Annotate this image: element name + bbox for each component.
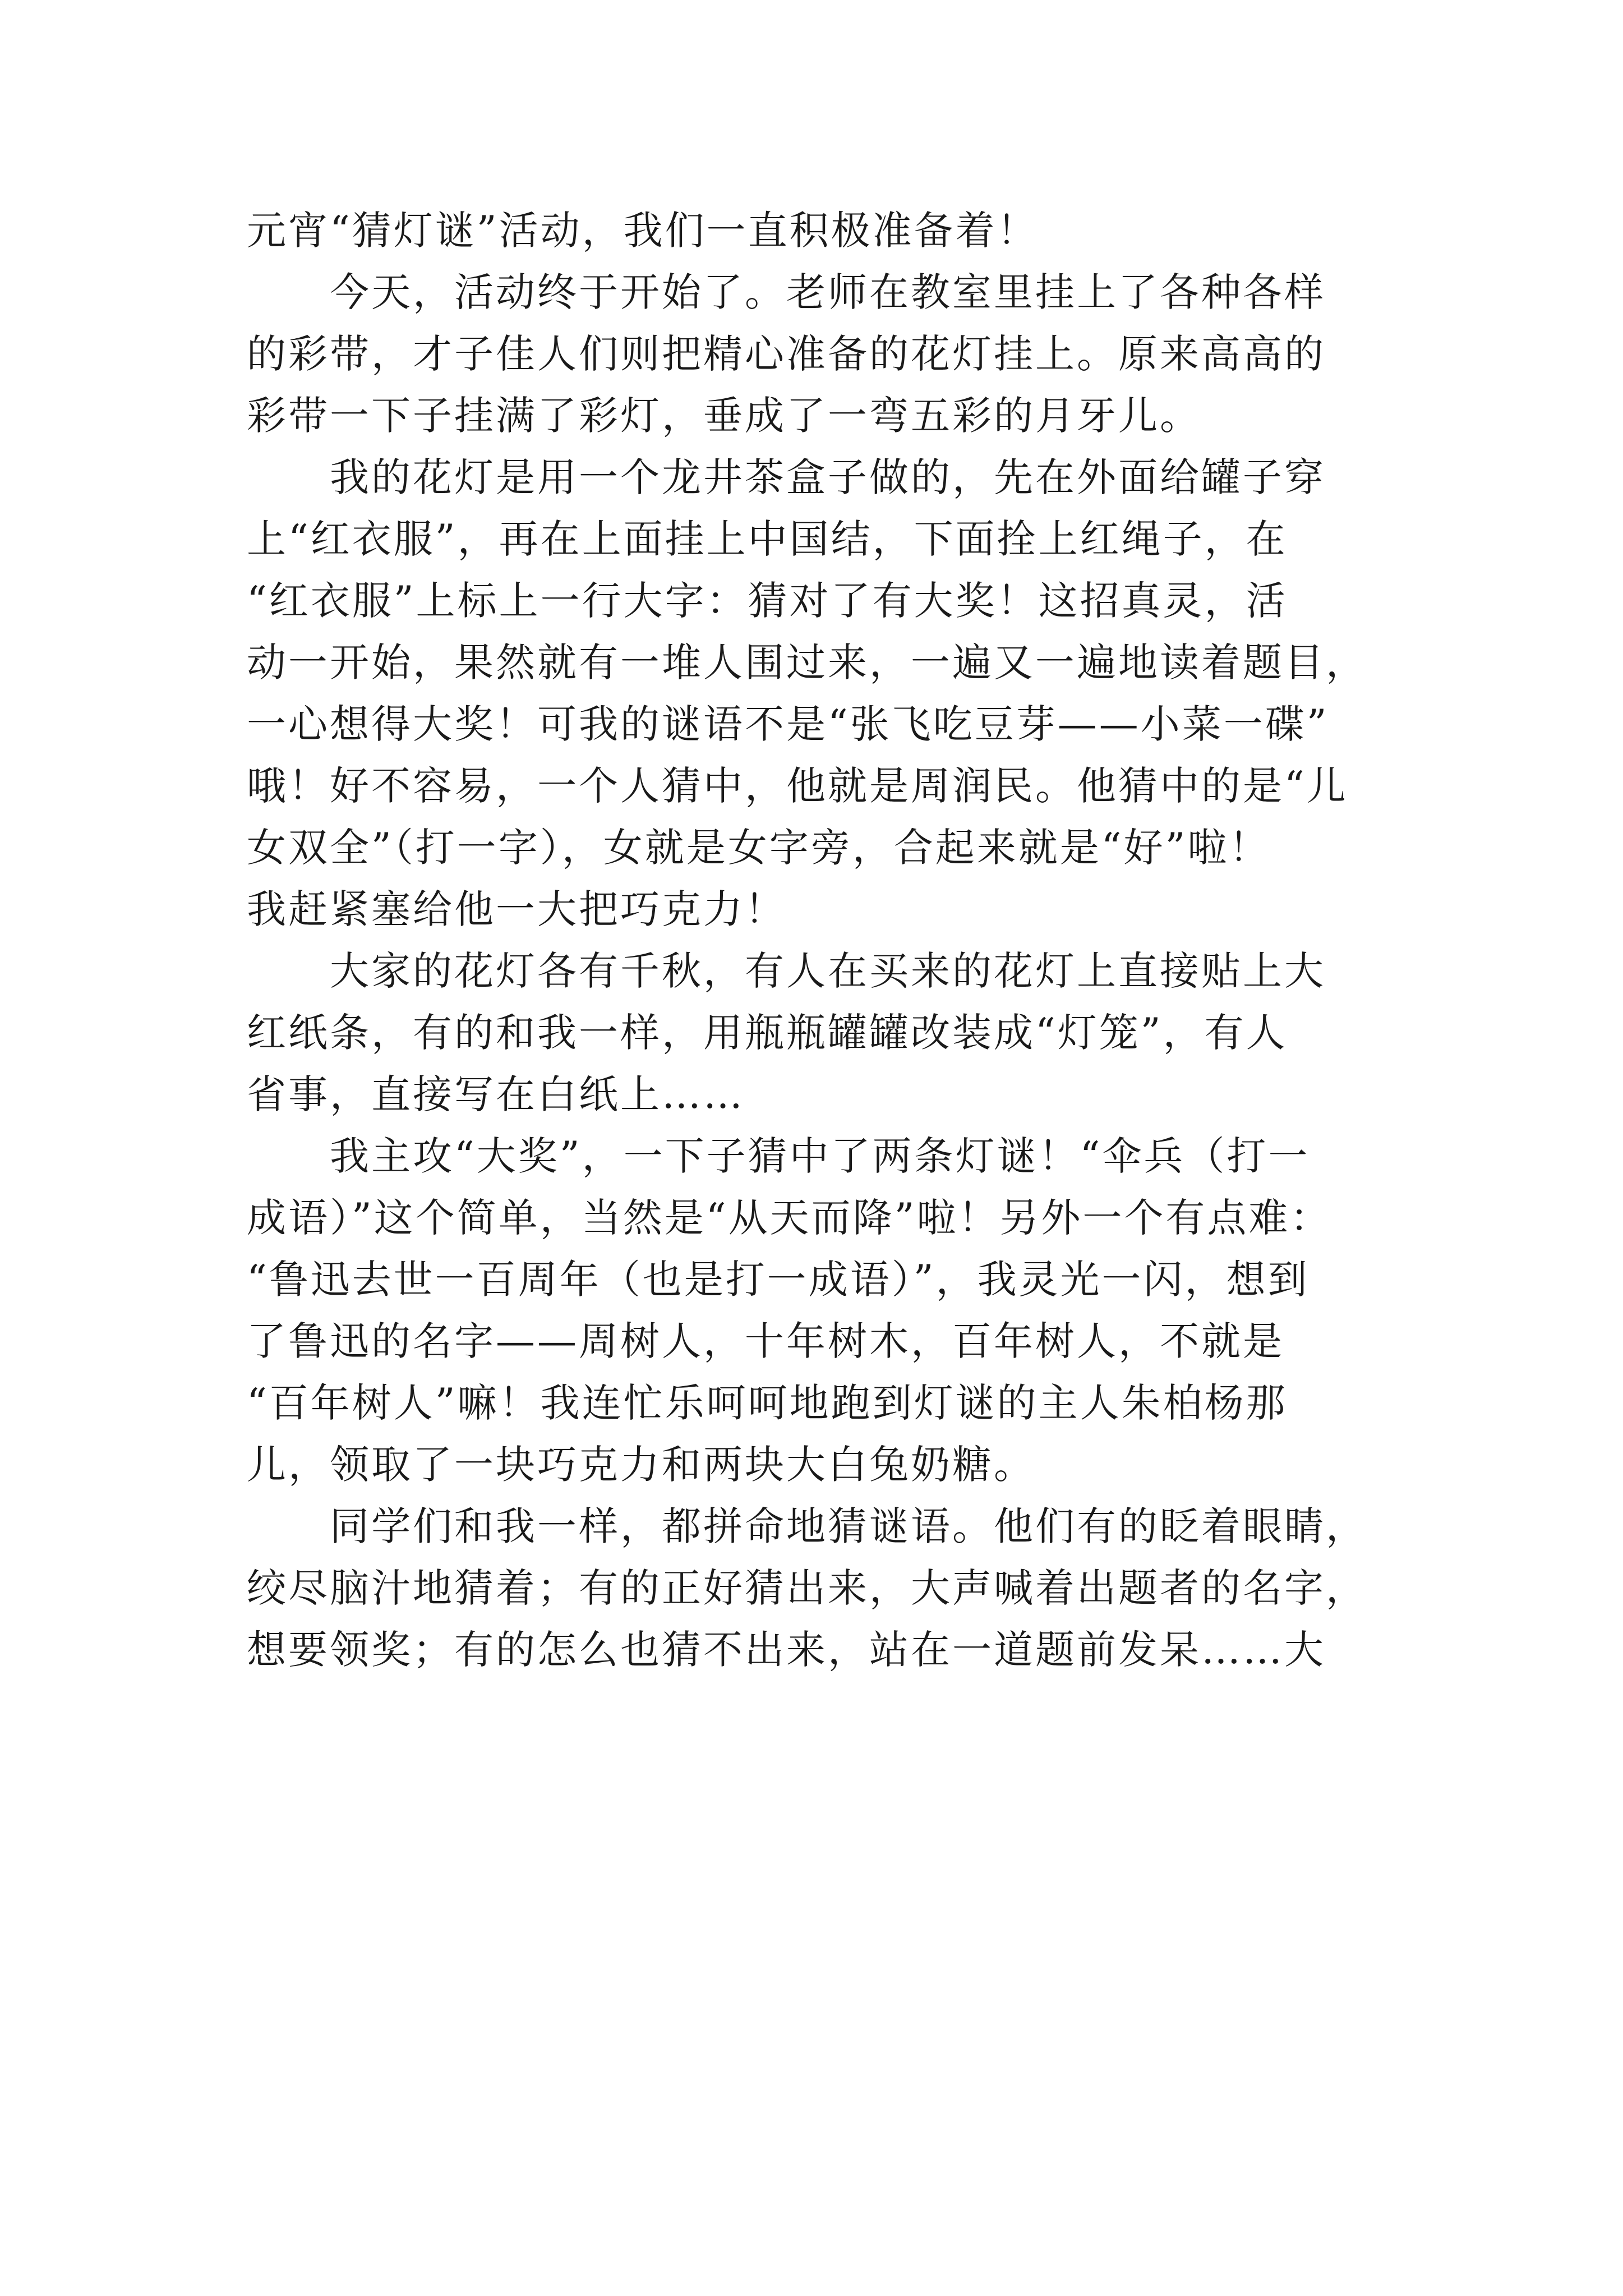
text-line: “红衣服”上标上一行大字：猜对了有大奖！这招真灵，活 [247, 578, 1288, 624]
text-line: 女双全”（打一字），女就是女字旁，合起来就是“好”啦！ [247, 825, 1271, 871]
text-line: 我赶紧塞给他一大把巧克力！ [247, 886, 786, 932]
text-line: 大家的花灯各有千秋，有人在买来的花灯上直接贴上大 [330, 948, 1326, 994]
text-line: 同学们和我一样，都拼命地猜谜语。他们有的眨着眼睛， [330, 1503, 1367, 1549]
text-line: 省事，直接写在白纸上…… [247, 1071, 745, 1117]
text-line: 上“红衣服”，再在上面挂上中国结，下面拴上红绳子，在 [247, 516, 1288, 562]
text-line: 一心想得大奖！可我的谜语不是“张飞吃豆芽——小菜一碟” [247, 701, 1329, 747]
body-text [247, 200, 1368, 1681]
text-line: 成语）”这个简单，当然是“从天而降”啦！另外一个有点难： [247, 1195, 1332, 1241]
text-line: 了鲁迅的名字——周树人，十年树木，百年树人，不就是 [247, 1318, 1284, 1364]
text-line: 想要领奖；有的怎么也猜不出来，站在一道题前发呆……大 [247, 1627, 1326, 1673]
text-line: 彩带一下子挂满了彩灯，垂成了一弯五彩的月牙儿。 [247, 393, 1201, 439]
text-line: 绞尽脑汁地猜着；有的正好猜出来，大声喊着出题者的名字， [247, 1565, 1367, 1611]
text-line: 今天，活动终于开始了。老师在教室里挂上了各种各样 [330, 269, 1326, 315]
text-line: 的彩带，才子佳人们则把精心准备的花灯挂上。原来高高的 [247, 331, 1326, 377]
text-line: “鲁迅去世一百周年（也是打一成语）”，我灵光一闪，想到 [247, 1257, 1310, 1303]
text-line: 我的花灯是用一个龙井茶盒子做的，先在外面给罐子穿 [330, 454, 1326, 500]
text-line: 哦！好不容易，一个人猜中，他就是周润民。他猜中的是“儿 [247, 763, 1348, 809]
text-line: 动一开始，果然就有一堆人围过来，一遍又一遍地读着题目， [247, 639, 1367, 685]
text-line: 儿，领取了一块巧克力和两块大白兔奶糖。 [247, 1442, 1035, 1488]
text-line: 我主攻“大奖”，一下子猜中了两条灯谜！“伞兵（打一 [330, 1133, 1310, 1179]
text-line: 红纸条，有的和我一样，用瓶瓶罐罐改装成“灯笼”，有人 [247, 1010, 1288, 1056]
text-line: 元宵“猜灯谜”活动，我们一直积极准备着！ [247, 208, 1039, 254]
text-line: “百年树人”嘛！我连忙乐呵呵地跑到灯谜的主人朱柏杨那 [247, 1380, 1288, 1426]
